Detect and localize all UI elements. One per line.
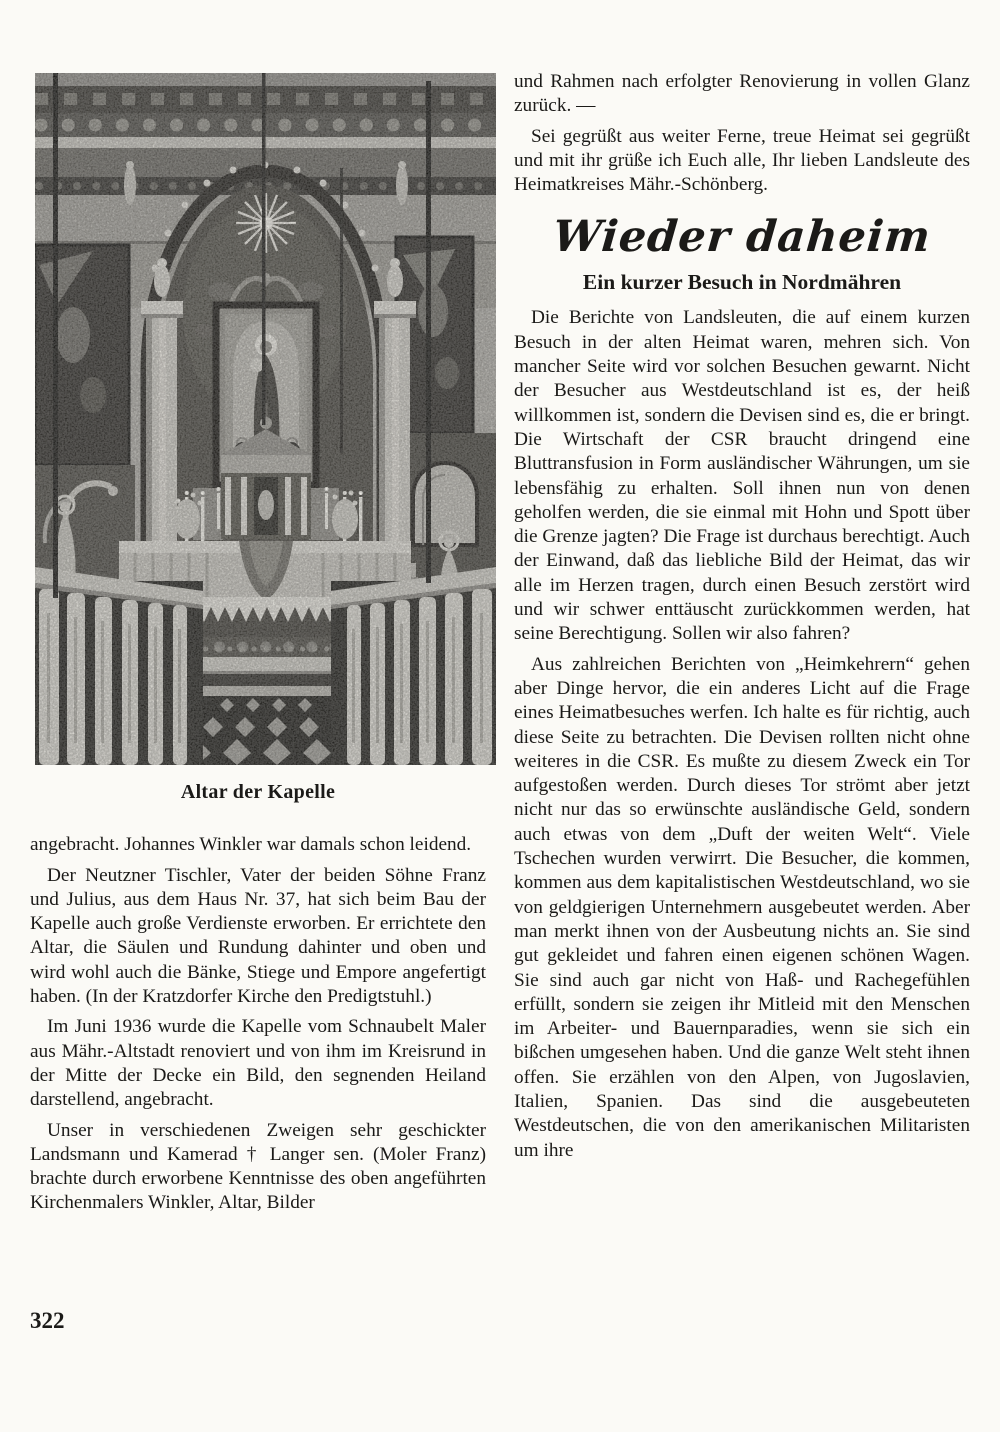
article-subtitle: Ein kurzer Besuch in Nordmähren [582,270,902,295]
photo-caption: Altar der Kapelle [180,781,336,803]
left-paragraph-1: angebracht. Johannes Winkler war damals schon leidend. [30,834,472,856]
page-number: 322 [30,1308,65,1333]
article-paragraph-2: Aus zahlreichen Berichten von „Heimkehrern“ gehen aber Dinge hervor, die ein anderes Licht auf die Frage eines Heimatbesuches werfen. Ich halte es für richtig, auch diese Seite zu betrachten. Die Devisen rollten nicht ohne weiteres in die CSR. Es mußte zu diesem Zweck ein Tor aufgestoßen werden. Durch dieses Tor strömt aber jetzt nicht nur das so erwünschte ausländische Geld, sondern auch etwas von dem „Duft der weiten Welt“. Viele Tschechen wurden verwirrt. Die Besucher, die kommen, kommen aus dem kapitalistischen Westdeutschland, wo sie von geldgierigen Unternehmern ausgebeutet werden. Aber man merkt ihnen von der Ausbeutung nichts an. Sie sind gut gekleidet und fahren einen eigenen schönen Wagen. Sie sind auch gar nicht von Haß- und Rachegefühlen erfüllt, sondern sie zeigen ihr Mitleid mit den Menschen im Arbeiter- und Bauernparadies, wenn sie sich ein bißchen umgesehen haben. Und die ganze Welt steht ihnen offen. Sie erzählen von den Alpen, von Jugoslavien, Italien, Spanien. Das sind die ausgebeuteten Westdeutschen, die von den amerikanischen Militaristen um ihre [514,653,970,1161]
article-paragraph-1: Die Berichte von Landsleuten, die auf einem kurzen Besuch in der alten Heimat waren, mehren sich. Von mancher Seite wird vor solchen Besuchen gewarnt. Nicht der Besucher aus Westdeutschland ist es, der heiß willkommen ist, sondern die Devisen sind es, die er bringt. Die Wirtschaft der CSR braucht dringend eine Bluttransfusion in Form ausländischer Währungen, um sie lebensfähig zu erhalten. Soll ihnen nun von denen geholfen werden, die sie einmal mit Hohn und Spott über die Grenze jagten? Die Frage ist durchaus berechtigt. Auch der Einwand, daß das liebliche Bild der Heimat, das wir alle im Herzen tragen, durch einen Besuch zerstört wird und wir schwer enttäuscht zurückkommen werden, hat seine Berechtigung. Sollen wir also fahren? [514,307,970,645]
continuation-paragraph-2: Sei gegrüßt aus weiter Ferne, treue Heimat sei gegrüßt und mit ihr grüße ich Euch alle, Ihr lieben Landsleute des Heimatkreises Mähr.-Schönberg. [514,125,970,196]
left-column [30,73,486,1222]
continuation-paragraph-1: und Rahmen nach erfolgter Renovierung in vollen Glanz zurück. — [514,71,970,117]
article-title: Wieder daheim [550,212,934,263]
chapel-altar-photo-illustration [35,73,496,765]
left-paragraph-4: Unser in verschiedenen Zweigen sehr geschickter Landsmann und Kamerad † Langer sen. (Moler Franz) brachte durch erworbene Kenntnisse des oben angeführten Kirchenmalers Winkler, Altar, Bilder [30,1119,486,1214]
chapel-altar-photo [35,73,496,765]
left-paragraph-2: Der Neutzner Tischler, Vater der beiden Söhne Franz und Julius, aus dem Haus Nr. 37, hat sich beim Bau der Kapelle auch große Verdienste erworben. Er errichtete den Altar, die Säulen und Rundung dahinter und oben und wird wohl auch die Bänke, Stiege und Empore angefertigt haben. (In der Kratzdorfer Kirche den Predigtstuhl.) [30,864,486,1008]
left-paragraph-3: Im Juni 1936 wurde die Kapelle vom Schnaubelt Maler aus Mähr.-Altstadt renoviert und von ihm im Kreisrund in der Mitte der Decke ein Bild, den segnenden Heiland darstellend, angebracht. [30,1016,486,1111]
right-column [514,70,970,1169]
